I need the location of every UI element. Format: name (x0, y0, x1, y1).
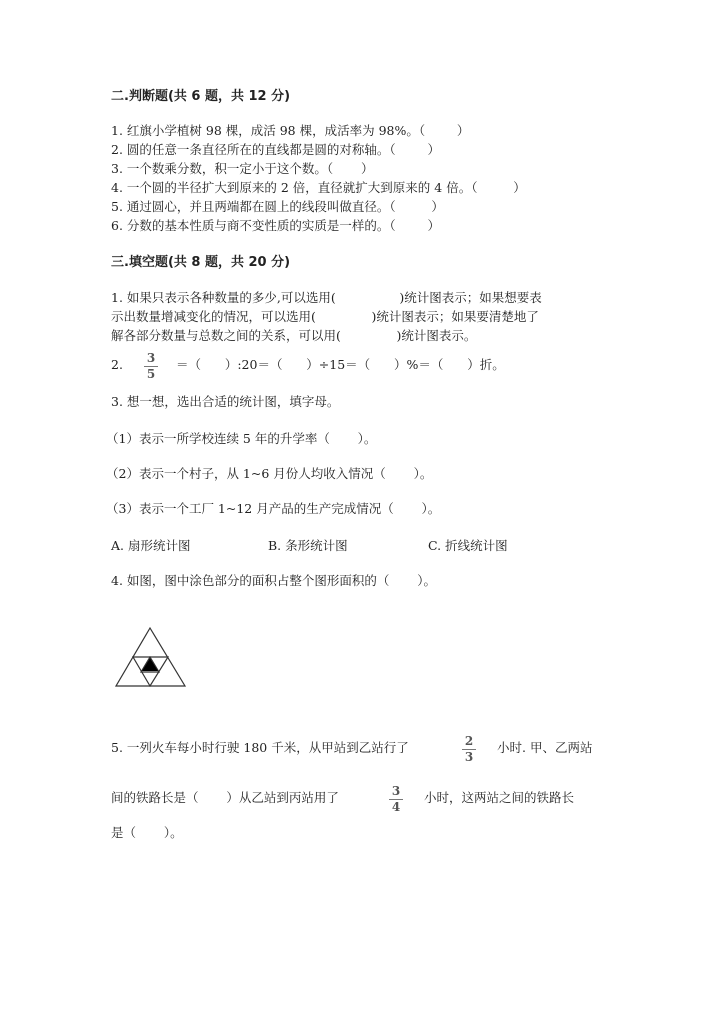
fill-q5-line3: 是（ ）。 (111, 825, 183, 840)
fill-q5-line2b: 小时，这两站之间的铁路长 (424, 790, 575, 805)
fill-q2-number: 2. (111, 357, 123, 372)
judge-item-2: 2. 圆的任意一条直径所在的直线都是圆的对称轴。（ ） (111, 142, 440, 157)
fraction-3-4 (389, 785, 403, 814)
triangle-figure (110, 622, 192, 692)
shaded-triangle (142, 658, 158, 671)
fill-q3-sub3: （3）表示一个工厂 1~12 月产品的生产完成情况（ ）。 (106, 501, 441, 516)
section-2-title: 二.判断题(共 6 题，共 12 分) (111, 89, 291, 104)
denominator: 5 (146, 367, 156, 381)
judge-item-1: 1. 红旗小学植树 98 棵，成活 98 棵，成活率为 98%。（ ） (111, 123, 470, 138)
numerator: 2 (464, 734, 474, 748)
fill-q3-title: 3. 想一想，选出合适的统计图，填字母。 (111, 394, 340, 409)
fill-q1-line1: 1. 如果只表示各种数量的多少,可以选用( )统计图表示；如果想要表 (111, 290, 542, 305)
judge-item-3: 3. 一个数乘分数，积一定小于这个数。（ ） (111, 161, 374, 176)
fill-q2-text: ＝（ ）:20＝（ ）÷15＝（ ）%＝（ ）折。 (176, 357, 505, 372)
fill-q3-sub1: （1）表示一所学校连续 5 年的升学率（ ）。 (106, 431, 377, 446)
fill-q5-line1b: 小时. 甲、乙两站 (497, 740, 593, 755)
judge-item-4: 4. 一个圆的半径扩大到原来的 2 倍，直径就扩大到原来的 4 倍。（ ） (111, 180, 526, 195)
fill-q5-line2: 间的铁路长是（ ）从乙站到丙站用了 (111, 790, 339, 805)
judge-item-5: 5. 通过圆心，并且两端都在圆上的线段叫做直径。（ ） (111, 199, 444, 214)
denominator: 3 (464, 750, 474, 764)
fill-q1-line2: 示出数量增减变化的情况，可以选用( )统计图表示；如果要清楚地了 (111, 309, 539, 324)
fraction-3-5 (144, 352, 158, 381)
section-3-title: 三.填空题(共 8 题，共 20 分) (111, 255, 291, 270)
option-a: A. 扇形统计图 (111, 538, 191, 553)
numerator: 3 (146, 351, 156, 365)
fill-q1-line3: 解各部分数量与总数之间的关系，可以用( )统计图表示。 (111, 328, 477, 343)
numerator: 3 (391, 784, 401, 798)
fill-q5-line1: 5. 一列火车每小时行驶 180 千米，从甲站到乙站行了 (111, 740, 409, 755)
option-b: B. 条形统计图 (268, 538, 348, 553)
denominator: 4 (391, 800, 401, 814)
judge-item-6: 6. 分数的基本性质与商不变性质的实质是一样的。（ ） (111, 218, 440, 233)
option-c: C. 折线统计图 (428, 538, 508, 553)
fill-q3-sub2: （2）表示一个村子，从 1~6 月份人均收入情况（ ）。 (106, 466, 433, 481)
fraction-2-3 (462, 735, 476, 764)
fill-q4: 4. 如图，图中涂色部分的面积占整个图形面积的（ ）。 (111, 573, 436, 588)
